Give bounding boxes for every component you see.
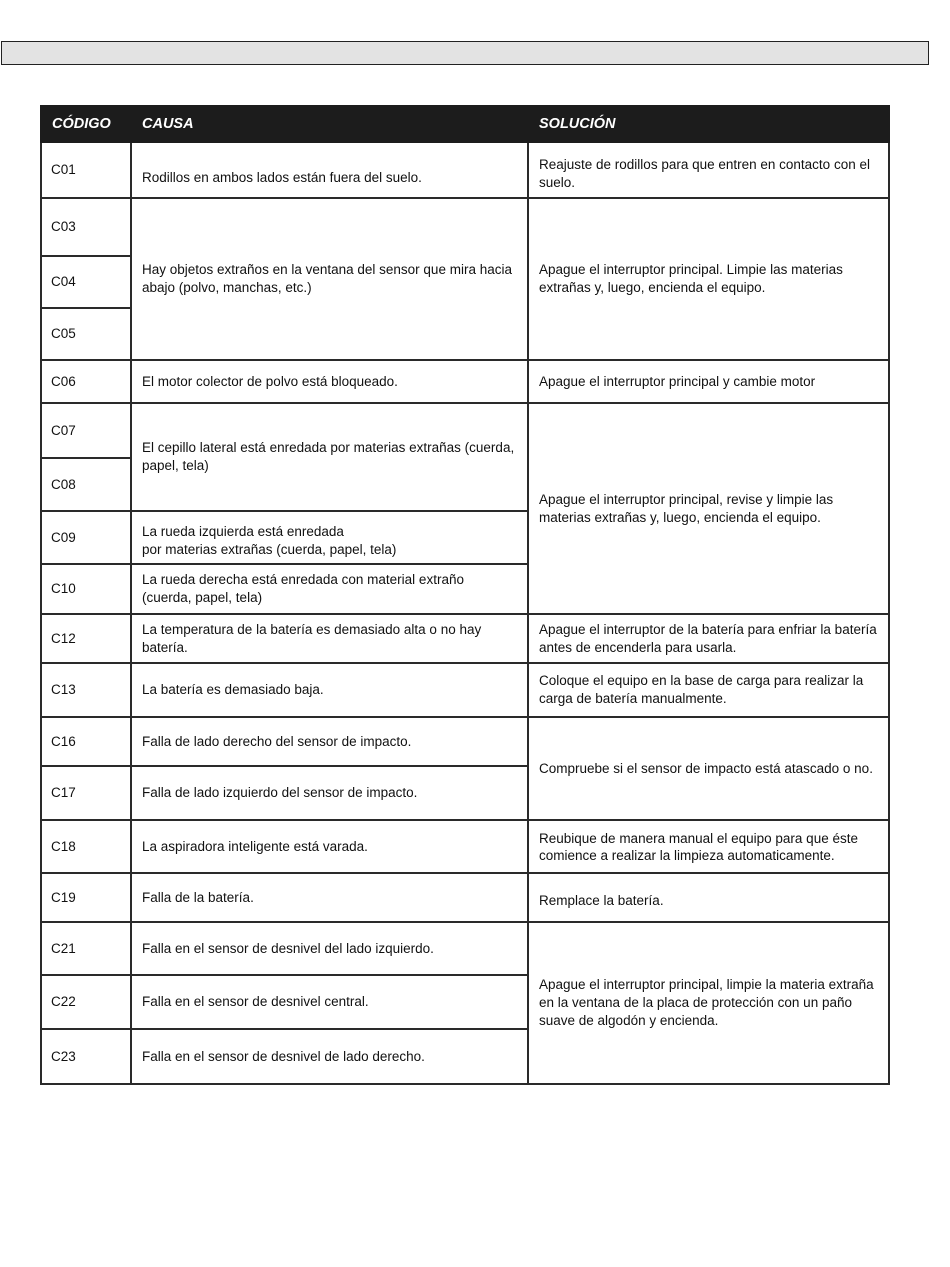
code-cell: C17 — [41, 766, 131, 820]
cause-cell: Rodillos en ambos lados están fuera del suelo. — [131, 142, 528, 198]
solution-cell: Coloque el equipo en la base de carga para realizar la carga de batería manualmente. — [528, 663, 889, 717]
solution-cell: Remplace la batería. — [528, 873, 889, 922]
cause-line: por materias extrañas (cuerda, papel, tela) — [142, 542, 397, 557]
solution-cell: Reajuste de rodillos para que entren en contacto con el suelo. — [528, 142, 889, 198]
code-cell: C05 — [41, 308, 131, 360]
code-cell: C19 — [41, 873, 131, 922]
cause-cell — [131, 511, 528, 564]
code-cell: C10 — [41, 564, 131, 614]
table-row — [41, 922, 889, 975]
code-cell: C09 — [41, 511, 131, 564]
table-row — [41, 198, 889, 256]
cause-cell: Falla de la batería. — [131, 873, 528, 922]
header-solution: SOLUCIÓN — [528, 106, 889, 142]
cause-line: La rueda izquierda está enredada — [142, 524, 344, 539]
code-cell: C03 — [41, 198, 131, 256]
solution-cell: Apague el interruptor principal y cambie motor — [528, 360, 889, 403]
code-cell: C12 — [41, 614, 131, 663]
code-cell: C04 — [41, 256, 131, 308]
table-row — [41, 663, 889, 717]
code-cell: C01 — [41, 142, 131, 198]
table-row — [41, 403, 889, 458]
table-row — [41, 614, 889, 663]
table-row — [41, 873, 889, 922]
cause-cell: Falla en el sensor de desnivel central. — [131, 975, 528, 1029]
table-row — [41, 142, 889, 198]
cause-cell: La batería es demasiado baja. — [131, 663, 528, 717]
cause-cell: Falla en el sensor de desnivel de lado derecho. — [131, 1029, 528, 1084]
solution-cell: Reubique de manera manual el equipo para que éste comience a realizar la limpieza automaticamente. — [528, 820, 889, 873]
solution-cell: Compruebe si el sensor de impacto está atascado o no. — [528, 717, 889, 820]
solution-cell: Apague el interruptor de la batería para enfriar la batería antes de encenderla para usarla. — [528, 614, 889, 663]
cause-cell: El cepillo lateral está enredada por materias extrañas (cuerda, papel, tela) — [131, 403, 528, 511]
table-header-row — [41, 106, 889, 142]
code-cell: C13 — [41, 663, 131, 717]
table-row — [41, 360, 889, 403]
cause-cell: Falla de lado derecho del sensor de impacto. — [131, 717, 528, 766]
error-code-table — [40, 105, 890, 1085]
cause-cell: Falla de lado izquierdo del sensor de impacto. — [131, 766, 528, 820]
page-header-bar — [1, 41, 929, 65]
solution-cell: Apague el interruptor principal, limpie la materia extraña en la ventana de la placa de protección con un paño suave de algodón y encienda. — [528, 922, 889, 1084]
cause-cell: La temperatura de la batería es demasiado alta o no hay batería. — [131, 614, 528, 663]
cause-cell: La aspiradora inteligente está varada. — [131, 820, 528, 873]
cause-cell: La rueda derecha está enredada con material extraño (cuerda, papel, tela) — [131, 564, 528, 614]
code-cell: C16 — [41, 717, 131, 766]
code-cell: C22 — [41, 975, 131, 1029]
cause-cell: Hay objetos extraños en la ventana del sensor que mira hacia abajo (polvo, manchas, etc.) — [131, 198, 528, 360]
cause-cell: El motor colector de polvo está bloqueado. — [131, 360, 528, 403]
code-cell: C08 — [41, 458, 131, 511]
code-cell: C07 — [41, 403, 131, 458]
code-cell: C21 — [41, 922, 131, 975]
header-code: CÓDIGO — [41, 106, 131, 142]
code-cell: C06 — [41, 360, 131, 403]
cause-cell: Falla en el sensor de desnivel del lado izquierdo. — [131, 922, 528, 975]
solution-cell: Apague el interruptor principal, revise y limpie las materias extrañas y, luego, encienda el equipo. — [528, 403, 889, 614]
solution-cell: Apague el interruptor principal. Limpie las materias extrañas y, luego, encienda el equipo. — [528, 198, 889, 360]
table-row — [41, 820, 889, 873]
header-cause: CAUSA — [131, 106, 528, 142]
code-cell: C23 — [41, 1029, 131, 1084]
code-cell: C18 — [41, 820, 131, 873]
table-row — [41, 717, 889, 766]
